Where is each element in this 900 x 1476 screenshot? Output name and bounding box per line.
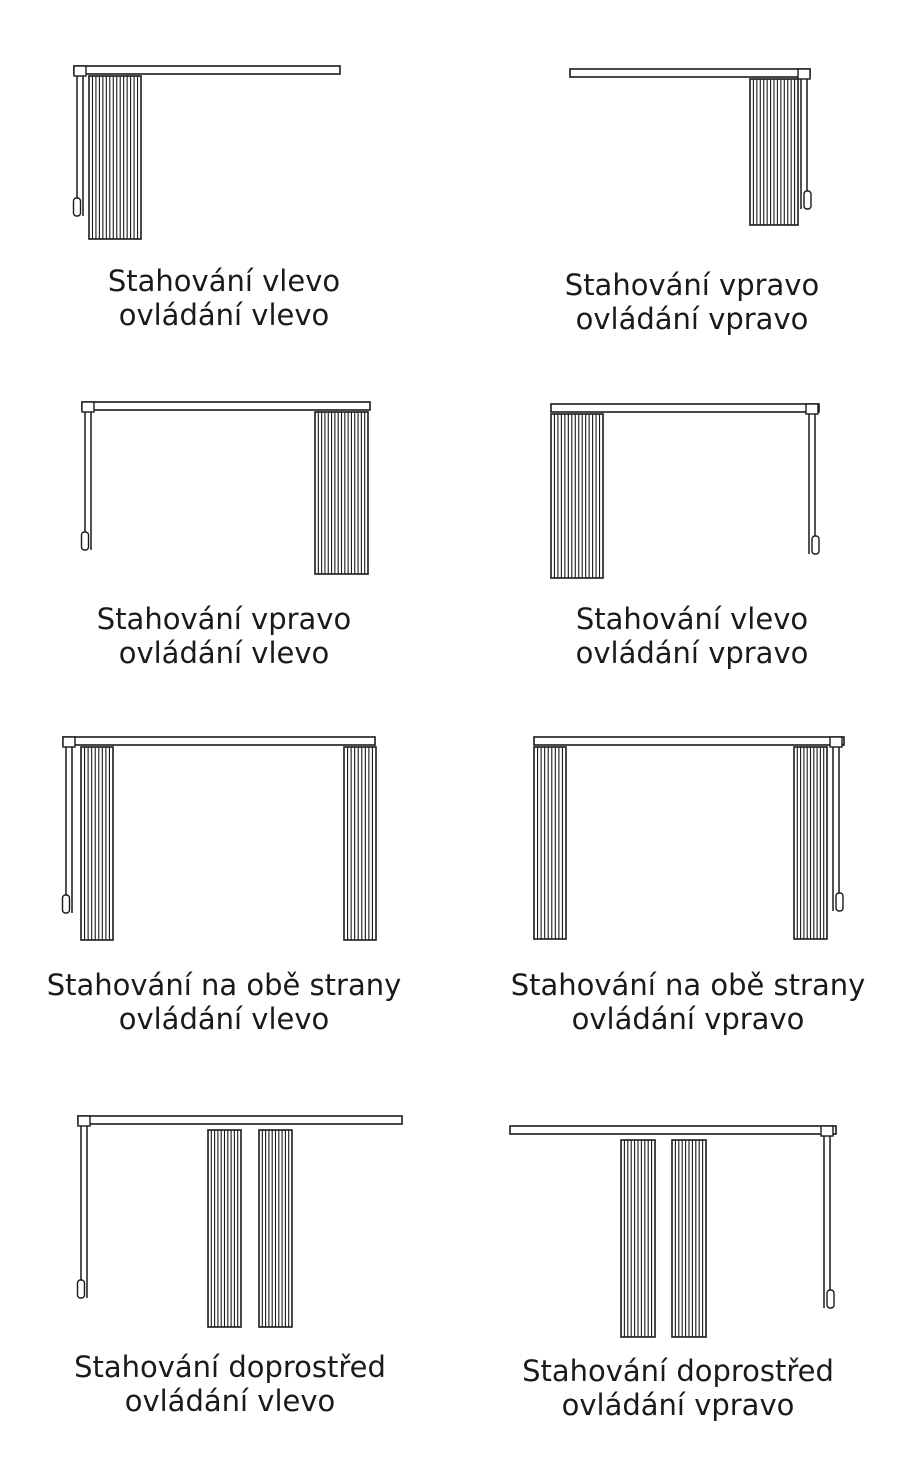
control-handle: [63, 895, 70, 913]
control-handle: [78, 1280, 85, 1298]
control-handle: [812, 536, 819, 554]
caption-stack-left-control-right: [482, 602, 900, 670]
headrail: [551, 404, 819, 412]
louvre-stack: [89, 76, 141, 239]
blind-stack-right-control-right: [570, 69, 811, 225]
caption-line-1: Stahování vlevo: [107, 264, 341, 298]
caption-stack-center-control-left: [20, 1350, 440, 1418]
caption-stack-center-control-right: [468, 1354, 888, 1422]
caption-stack-split-control-left: [14, 968, 434, 1036]
caption-line-2: ovládání vpravo: [575, 636, 809, 670]
caption-line-2: ovládání vlevo: [124, 1384, 336, 1418]
caption-line-1: Stahování doprostřed: [74, 1350, 386, 1384]
blind-stack-center-control-right: [510, 1126, 836, 1337]
control-handle: [82, 532, 89, 550]
caption-line-2: ovládání vlevo: [118, 1002, 330, 1036]
caption-line-2: ovládání vpravo: [575, 302, 809, 336]
caption-stack-right-control-left: [14, 602, 434, 670]
control-handle: [836, 893, 843, 911]
caption-line-2: ovládání vlevo: [118, 298, 330, 332]
headrail: [570, 69, 810, 77]
caption-line-2: ovládání vpravo: [561, 1388, 795, 1422]
blind-stack-split-control-right: [534, 737, 844, 939]
control-bracket: [798, 69, 810, 79]
blind-stack-left-control-right: [551, 404, 819, 578]
caption-line-1: Stahování na obě strany: [510, 968, 866, 1002]
control-handle: [74, 198, 81, 216]
control-bracket: [78, 1116, 90, 1126]
caption-line-1: Stahování vpravo: [96, 602, 352, 636]
louvre-stack: [534, 747, 566, 939]
control-bracket: [806, 404, 818, 414]
caption-stack-right-control-right: [482, 268, 900, 336]
blind-stack-center-control-left: [78, 1116, 403, 1327]
headrail: [82, 402, 370, 410]
control-bracket: [830, 737, 842, 747]
louvre-stack: [344, 747, 376, 940]
caption-line-1: Stahování vpravo: [564, 268, 820, 302]
control-bracket: [821, 1126, 833, 1136]
caption-line-2: ovládání vpravo: [571, 1002, 805, 1036]
caption-line-1: Stahování vlevo: [575, 602, 809, 636]
control-handle: [804, 191, 811, 209]
blind-stack-split-control-left: [63, 737, 377, 940]
louvre-stack: [81, 747, 113, 940]
control-bracket: [63, 737, 75, 747]
control-bracket: [74, 66, 86, 76]
louvre-stack: [551, 414, 603, 578]
blind-stack-left-control-left: [74, 66, 341, 239]
headrail: [510, 1126, 836, 1134]
caption-line-2: ovládání vlevo: [118, 636, 330, 670]
caption-stack-left-control-left: [14, 264, 434, 332]
caption-stack-split-control-right: [478, 968, 898, 1036]
headrail: [534, 737, 844, 745]
blind-stack-right-control-left: [82, 402, 371, 574]
headrail: [74, 66, 340, 74]
caption-line-1: Stahování na obě strany: [46, 968, 402, 1002]
headrail: [78, 1116, 402, 1124]
headrail: [63, 737, 375, 745]
caption-line-1: Stahování doprostřed: [522, 1354, 834, 1388]
control-handle: [827, 1290, 834, 1308]
control-bracket: [82, 402, 94, 412]
